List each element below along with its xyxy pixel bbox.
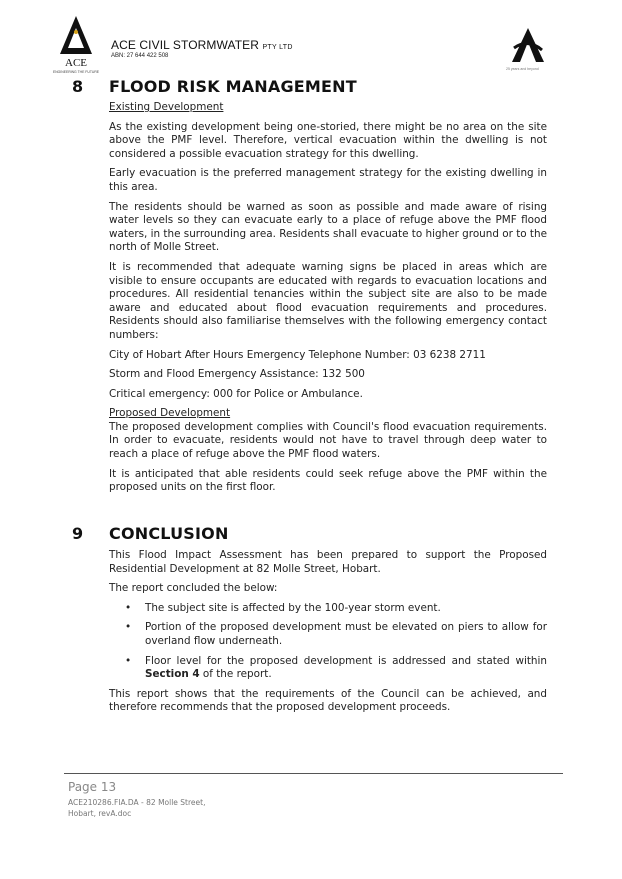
contact-critical: Critical emergency: 000 for Police or Ambulance.	[109, 387, 363, 400]
bullet-item: • The subject site is affected by the 100-year storm event.	[109, 602, 547, 616]
section-9-number: 9	[72, 524, 84, 543]
anniversary-caption: 25 years and beyond	[506, 67, 539, 71]
paragraph: It is recommended that adequate warning signs be placed in areas which are visible to ensure occupants are educated with regards to evacuation locations and procedures. All residential tenancies within the subject site are also to be made aware and educated about flood evacuation requirements and procedures. Residents should also familiarise themselves with the following emergency contact numbers:	[109, 260, 547, 341]
bullet-text: of the report.	[199, 668, 272, 681]
page-number: Page 13	[68, 780, 117, 794]
paragraph: As the existing development being one-storied, there might be no area on the site above the PMF level. Therefore, vertical evacuation within the dwelling is not considered a possible evacuation strategy for this dwelling.	[109, 120, 547, 160]
company-name-suffix: PTY LTD	[262, 44, 293, 51]
existing-development-heading: Existing Development	[109, 101, 224, 113]
section-9-body	[109, 549, 547, 715]
bullet-item	[109, 655, 547, 682]
doc-ref-line: Hobart, revA.doc	[68, 809, 132, 818]
contact-storm-flood: Storm and Flood Emergency Assistance: 132 500	[109, 368, 365, 381]
doc-ref-line: ACE210286.FIA.DA - 82 Molle Street,	[68, 798, 206, 807]
section-9-title: CONCLUSION	[109, 524, 229, 543]
contact-hobart: City of Hobart After Hours Emergency Telephone Number: 03 6238 2711	[109, 348, 486, 361]
document-reference	[68, 797, 238, 819]
paragraph: The proposed development complies with Council's flood evacuation requirements. In order to evacuate, residents would not have to travel through deep water to reach a place of refuge above the PMF flood waters.	[109, 420, 547, 461]
footer-divider	[64, 773, 563, 774]
paragraph: Early evacuation is the preferred management strategy for the existing dwelling in this area.	[109, 167, 547, 193]
logo-text: ACE	[65, 57, 87, 69]
section-8-body	[109, 101, 547, 495]
section-reference: Section 4	[145, 668, 200, 681]
proposed-development-heading: Proposed Development	[109, 407, 231, 420]
logo-tagline: ENGINEERING THE FUTURE	[52, 70, 100, 74]
paragraph: The residents should be warned as soon as possible and made aware of rising water levels so they can evacuate early to a place of refuge above the PMF flood waters, in the surrounding area. Residents shall evacuate to higher ground or to the north of Molle Street.	[109, 200, 547, 254]
paragraph: This Flood Impact Assessment has been prepared to support the Proposed Residential Development at 82 Molle Street, Hobart.	[109, 549, 547, 575]
bullet-text: Floor level for the proposed development is addressed and stated within	[145, 654, 547, 667]
section-8-number: 8	[72, 77, 84, 96]
company-name-main: ACE CIVIL STORMWATER	[111, 38, 260, 52]
paragraph: The report concluded the below:	[109, 582, 278, 595]
anniversary-logo	[508, 26, 548, 66]
paragraph: This report shows that the requirements of the Council can be achieved, and therefore recommends that the proposed development proceeds.	[109, 687, 547, 714]
section-8-title: FLOOD RISK MANAGEMENT	[109, 77, 357, 96]
paragraph: It is anticipated that able residents could seek refuge above the PMF within the proposed units on the first floor.	[109, 467, 547, 494]
bullet-item: • Portion of the proposed development must be elevated on piers to allow for overland flow underneath.	[109, 621, 547, 648]
ace-logo	[48, 14, 104, 76]
company-name	[111, 38, 293, 52]
company-abn: ABN: 27 644 422 508	[111, 53, 169, 59]
